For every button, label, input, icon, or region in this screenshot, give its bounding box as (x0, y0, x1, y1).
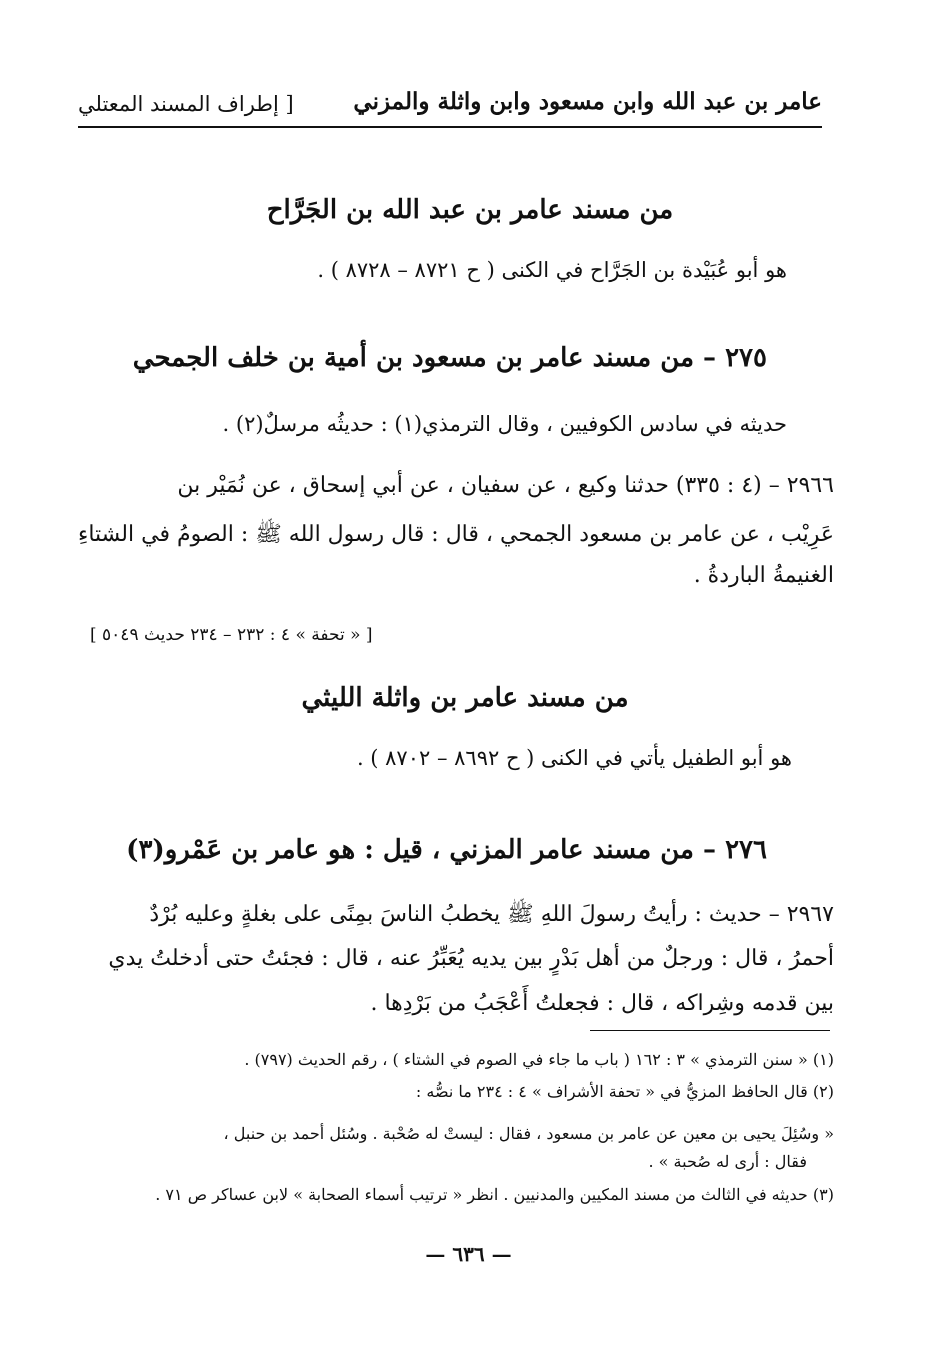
hadith-text-line: ٢٩٦٦ – (٤ : ٣٣٥) حدثنا وكيع ، عن سفيان ، عن أبي إسحاق ، عن نُمَيْر بن (177, 473, 834, 498)
footnote-quote: « وسُئِلَ يحيى بن معين عن عامر بن مسعود ، فقال : ليستْ له صُحْبة . وسُئل أحمد بن حنبل ، (223, 1124, 834, 1143)
hadith-text-line: الغنيمةُ الباردةُ . (693, 563, 834, 588)
section-heading: من مسند عامر بن واثلة الليثي (301, 683, 629, 713)
section-note: حديثه في سادس الكوفيين ، وقال الترمذي(١) : حديثُه مرسلٌ(٢) . (222, 412, 787, 436)
running-header-book: [ إطراف المسند المعتلي (78, 92, 294, 116)
section-heading: ٢٧٥ – من مسند عامر بن مسعود بن أمية بن خلف الجمحي (132, 343, 767, 373)
section-note: هو أبو الطفيل يأتي في الكنى ( ح ٨٦٩٢ – ٨٧٠٢ ) . (356, 746, 792, 770)
hadith-text-line: ٢٩٦٧ – حديث : رأيتُ رسولَ اللهِ ﷺ يخطبُ الناسَ بمِنًى على بغلةٍ وعليه بُرْدٌ (149, 902, 834, 927)
footnote: (٢) قال الحافظ المزيُّ في « تحفة الأشراف » ٤ : ٢٣٤ ما نصُّه : (415, 1082, 834, 1101)
hadith-text-line: أحمرُ ، قال : ورجلٌ من أهل بَدْرٍ بين يديه يُعَبِّرُ عنه ، قال : فجئتُ حتى أدخلتُ يدي (108, 946, 834, 971)
header-rule (78, 126, 822, 128)
footnote-separator (590, 1030, 830, 1031)
reference-bracket: [ « تحفة » ٤ : ٢٣٢ – ٢٣٤ حديث ٥٠٤٩ ] (90, 625, 373, 645)
page-number: — ٦٣٦ — (425, 1242, 512, 1266)
section-heading: من مسند عامر بن عبد الله بن الجَرَّاح (266, 195, 674, 225)
footnote: (١) « سنن الترمذي » ٣ : ١٦٢ ( باب ما جاء في الصوم في الشتاء ) ، رقم الحديث (٧٩٧) . (244, 1050, 834, 1069)
hadith-text-line: عَرِيْب ، عن عامر بن مسعود الجمحي ، قال : قال رسول الله ﷺ : الصومُ في الشتاءِ (77, 522, 834, 547)
footnote: (٣) حديثه في الثالث من مسند المكيين والمدنيين . انظر « ترتيب أسماء الصحابة » لابن عساكر ص ٧١ . (155, 1185, 834, 1204)
section-note: هو أبو عُبَيْدة بن الجَرَّاح في الكنى ( ح ٨٧٢١ – ٨٧٢٨ ) . (317, 258, 787, 282)
hadith-text-line: بين قدمه وشِراكه ، قال : فجعلتُ أَعْجَبُ من بَرْدِها . (370, 991, 834, 1016)
footnote-quote: فقال : أرى له صُحبة » . (648, 1152, 807, 1171)
running-header-title: عامر بن عبد الله وابن مسعود وابن واثلة والمزني (353, 88, 822, 115)
section-heading: ٢٧٦ – من مسند عامر المزني ، قيل : هو عامر بن عَمْرو(٣) (126, 835, 767, 865)
